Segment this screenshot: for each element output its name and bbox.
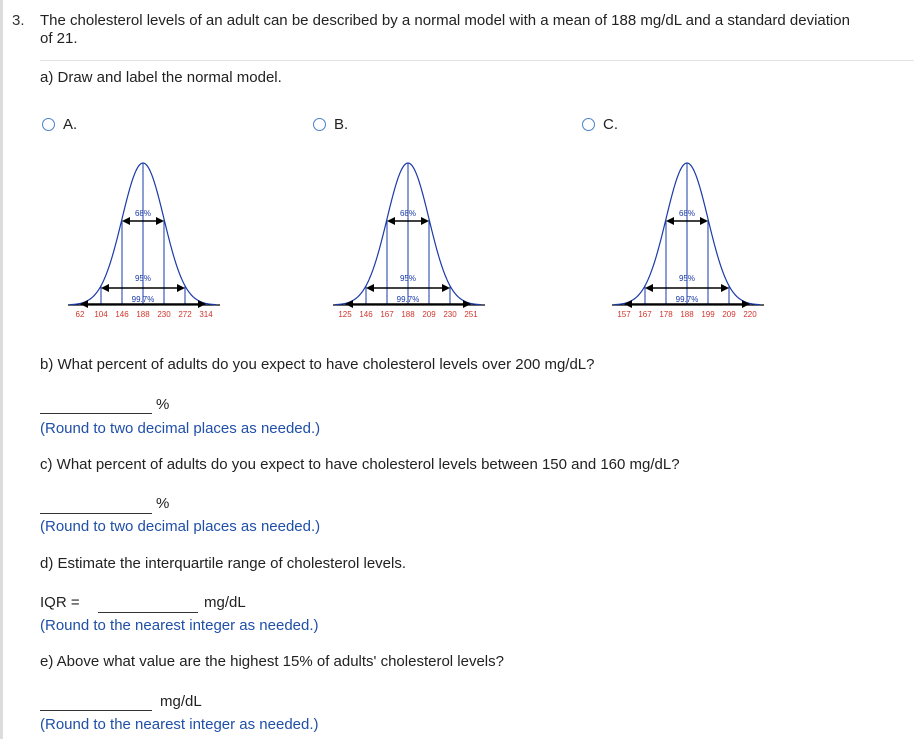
band-997-arrowhead-right [742, 300, 750, 308]
part-d-unit: mg/dL [204, 594, 246, 611]
band-95-label: 95% [399, 274, 417, 283]
part-c-unit: % [156, 495, 170, 512]
band-997-label: 99.7% [675, 295, 699, 304]
band-68-label: 68% [134, 209, 152, 218]
part-c-answer-input[interactable] [40, 512, 152, 514]
tick-label: 62 [75, 310, 85, 319]
tick-label: 188 [401, 310, 415, 319]
option-c-normal-curve [592, 155, 782, 325]
part-a-prompt: a) Draw and label the normal model. [40, 69, 282, 86]
band-95-arrowhead-right [442, 284, 450, 292]
band-997-arrowhead-right [463, 300, 471, 308]
option-c-radio[interactable] [582, 116, 618, 133]
question-stem-line2: of 21. [40, 30, 78, 47]
tick-label: 251 [464, 310, 478, 319]
tick-label: 125 [338, 310, 352, 319]
tick-label: 146 [359, 310, 373, 319]
tick-label: 146 [115, 310, 129, 319]
option-c-label: C. [603, 116, 618, 133]
band-95-arrowhead-left [645, 284, 653, 292]
tick-label: 178 [659, 310, 673, 319]
part-e-answer-input[interactable] [40, 709, 152, 711]
band-95-label: 95% [678, 274, 696, 283]
band-95-arrowhead-right [177, 284, 185, 292]
option-a-label: A. [63, 116, 78, 133]
part-e-prompt: e) Above what value are the highest 15% of adults' cholesterol levels? [40, 653, 504, 670]
tick-label: 230 [443, 310, 457, 319]
band-68-arrowhead-left [122, 217, 130, 225]
band-997-label: 99.7% [396, 295, 420, 304]
option-b-radio[interactable] [313, 116, 348, 133]
band-68-arrowhead-right [421, 217, 429, 225]
option-a-normal-curve [48, 155, 238, 325]
left-margin-rule [0, 0, 3, 739]
part-b-hint: (Round to two decimal places as needed.) [40, 420, 321, 437]
band-95-arrowhead-right [721, 284, 729, 292]
question-stem-line1: The cholesterol levels of an adult can be described by a normal model with a mean of 188 mg/dL and a standard deviation [40, 12, 850, 29]
part-c-hint: (Round to two decimal places as needed.) [40, 518, 321, 535]
tick-label: 188 [680, 310, 694, 319]
band-95-label: 95% [134, 274, 152, 283]
part-b-prompt: b) What percent of adults do you expect to have cholesterol levels over 200 mg/dL? [40, 356, 595, 373]
question-number: 3. [12, 12, 25, 29]
band-997-arrowhead-right [198, 300, 206, 308]
radio-circle-icon[interactable] [582, 118, 595, 131]
question-stem [40, 12, 914, 48]
stem-divider [40, 60, 914, 61]
tick-label: 220 [743, 310, 757, 319]
band-68-label: 68% [678, 209, 696, 218]
band-68-arrowhead-left [666, 217, 674, 225]
tick-label: 230 [157, 310, 171, 319]
radio-circle-icon[interactable] [42, 118, 55, 131]
tick-label: 188 [136, 310, 150, 319]
band-997-arrowhead-left [345, 300, 353, 308]
tick-label: 209 [722, 310, 736, 319]
radio-circle-icon[interactable] [313, 118, 326, 131]
tick-label: 104 [94, 310, 108, 319]
part-b-unit: % [156, 396, 170, 413]
option-b-normal-curve [313, 155, 503, 325]
tick-label: 272 [178, 310, 192, 319]
tick-label: 209 [422, 310, 436, 319]
part-e-unit: mg/dL [160, 693, 202, 710]
tick-label: 314 [199, 310, 213, 319]
part-d-prompt: d) Estimate the interquartile range of cholesterol levels. [40, 555, 407, 572]
part-d-hint: (Round to the nearest integer as needed.) [40, 617, 319, 634]
band-68-label: 68% [399, 209, 417, 218]
part-b-answer-input[interactable] [40, 412, 152, 414]
tick-label: 167 [380, 310, 394, 319]
band-68-arrowhead-left [387, 217, 395, 225]
band-997-arrowhead-left [624, 300, 632, 308]
band-95-arrowhead-left [101, 284, 109, 292]
option-b-label: B. [334, 116, 349, 133]
part-c-prompt: c) What percent of adults do you expect to have cholesterol levels between 150 and 160 mg/dL? [40, 456, 680, 473]
part-e-hint: (Round to the nearest integer as needed.) [40, 716, 319, 733]
tick-label: 157 [617, 310, 631, 319]
option-a-radio[interactable] [42, 116, 77, 133]
part-d-iqr-label: IQR = [40, 594, 80, 611]
band-997-arrowhead-left [80, 300, 88, 308]
part-d-answer-input[interactable] [98, 611, 198, 613]
tick-label: 199 [701, 310, 715, 319]
band-68-arrowhead-right [156, 217, 164, 225]
band-68-arrowhead-right [700, 217, 708, 225]
tick-label: 167 [638, 310, 652, 319]
band-997-label: 99.7% [131, 295, 155, 304]
band-95-arrowhead-left [366, 284, 374, 292]
